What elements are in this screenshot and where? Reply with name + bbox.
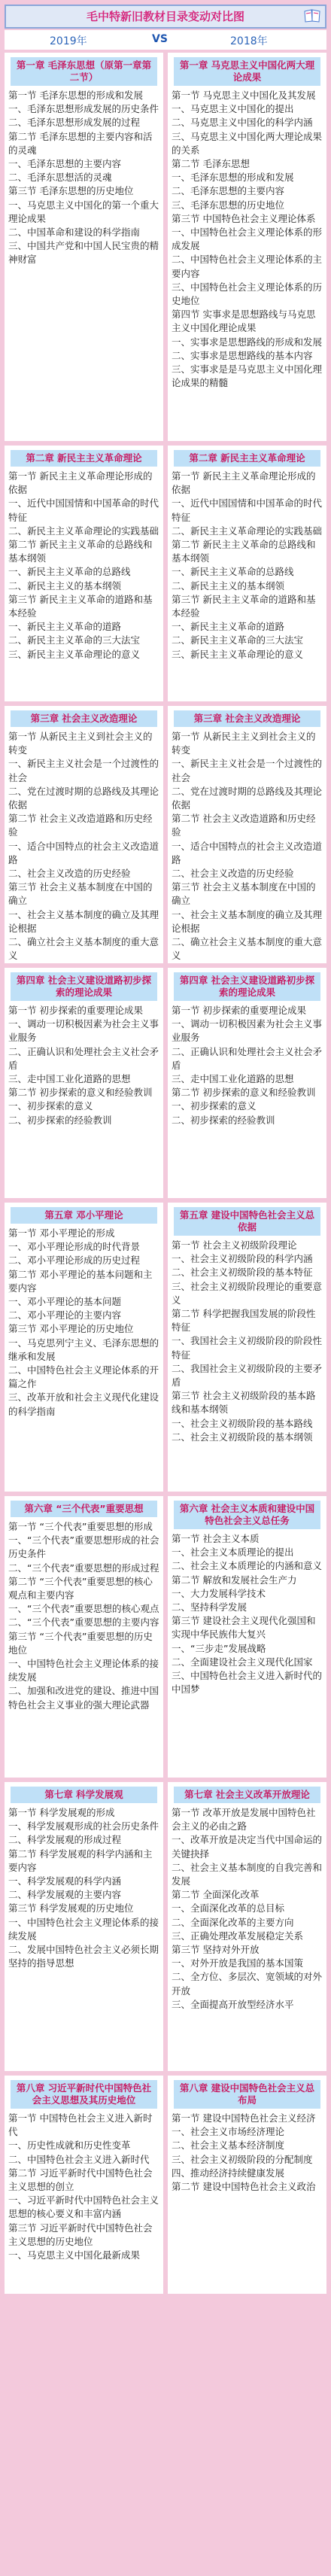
subsection-item: 一、中国特色社会主义理论体系的接续发展 bbox=[8, 1658, 159, 1683]
section-heading: 第二节 建设中国特色社会主义政治 bbox=[172, 2181, 316, 2193]
subsection-item: 二、邓小平理论的主要内容 bbox=[8, 1309, 122, 1321]
section-heading: 第三节 社会主义初级阶段的基本路线和基本纲领 bbox=[172, 1390, 316, 1416]
subsection-item: 一、科学发展观的科学内涵 bbox=[8, 1875, 122, 1887]
subsection-item: 二、正确认识和处理社会主义社会矛盾 bbox=[8, 1045, 159, 1071]
subsection-item: 一、邓小平理论形成的时代背景 bbox=[8, 1241, 141, 1253]
right-chapter-block bbox=[168, 1496, 326, 1778]
section-heading: 第二节 全面深化改革 bbox=[172, 1889, 260, 1901]
left-chapter-block bbox=[5, 706, 163, 963]
subsection-item: 二、确立社会主义基本制度的重大意义 bbox=[8, 936, 159, 962]
right-year-label: 2018年 bbox=[230, 35, 268, 47]
subsection-item: 一、大力发展科学技术 bbox=[172, 1587, 266, 1599]
subsection-item: 二、加强和改进党的建设、推进中国特色社会主义事业的强大理论武器 bbox=[8, 1685, 159, 1711]
section-heading: 第三节 中国特色社会主义理论体系 bbox=[172, 212, 316, 224]
subsection-item: 一、马克思主义中国化的第一个重大理论成果 bbox=[8, 199, 159, 224]
section-heading: 第一节 中国特色社会主义进入新时代 bbox=[8, 2112, 153, 2138]
subsection-item: 二、新民主主义的基本纲领 bbox=[8, 579, 122, 592]
section-heading: 第一节 建设中国特色社会主义经济 bbox=[172, 2112, 316, 2124]
section-heading: 第二节 新民主主义革命的总路线和基本纲领 bbox=[172, 539, 316, 564]
section-heading: 第二节 解放和发展社会生产力 bbox=[172, 1574, 297, 1586]
section-heading: 第二节 习近平新时代中国特色社会主义思想的创立 bbox=[8, 2167, 153, 2193]
subsection-item: 一、调动一切积极因素为社会主义事业服务 bbox=[172, 1018, 323, 1044]
subsection-item: 二、全面建设社会主义现代化国家 bbox=[172, 1656, 313, 1668]
subsection-item: 二、新民主主义革命理论的实践基础 bbox=[8, 525, 159, 537]
subsection-item: 二、党在过渡时期的总路线及其理论依据 bbox=[8, 785, 159, 811]
section-heading: 第三节 邓小平理论的历史地位 bbox=[8, 1323, 134, 1335]
subsection-item: 一、初步探索的意义 bbox=[172, 1100, 257, 1112]
subsection-item: 三、毛泽东思想的历史地位 bbox=[172, 199, 285, 211]
subsection-item: 一、我国社会主义初级阶段的阶段性特征 bbox=[172, 1335, 323, 1361]
chapter-title: 第八章 习近平新时代中国特色社会主义思想及其历史地位 bbox=[11, 2080, 157, 2109]
left-chapter-block bbox=[5, 968, 163, 1198]
subsection-item: 一、社会主义基本制度的确立及其理论根据 bbox=[172, 908, 323, 934]
subsection-item: 一、社会主义初级阶段的科学内涵 bbox=[172, 1253, 313, 1265]
right-chapter-block bbox=[168, 706, 326, 963]
subsection-item: 二、社会主义基本经济制度 bbox=[172, 2140, 285, 2152]
subsection-item: 二、全面深化改革的主要方向 bbox=[172, 1916, 294, 1928]
section-heading: 第三节 坚持对外开放 bbox=[172, 1944, 260, 1956]
subsection-item: 二、全方位、多层次、宽领域的对外开放 bbox=[172, 1971, 323, 1997]
section-heading: 第二节 “三个代表”重要思想的核心观点和主要内容 bbox=[8, 1575, 153, 1601]
subsection-item: 二、正确认识和处理社会主义社会矛盾 bbox=[172, 1045, 323, 1071]
section-heading: 第二节 社会主义改造道路和历史经验 bbox=[8, 813, 153, 838]
subsection-item: 二、“三个代表”重要思想的形成过程 bbox=[8, 1562, 159, 1574]
subsection-item: 一、中国特色社会主义理论体系的接续发展 bbox=[8, 1916, 159, 1942]
subsection-item: 二、社会主义基本制度的自我完善和发展 bbox=[172, 1861, 323, 1887]
subsection-item: 一、马克思主义中国化的提出 bbox=[172, 103, 294, 115]
page-title-bar bbox=[5, 5, 326, 29]
subsection-item: 二、毛泽东思想活的灵魂 bbox=[8, 172, 112, 184]
right-chapter-block bbox=[168, 446, 326, 701]
section-heading: 第一节 改革开放是发展中国特色社会主义的必由之路 bbox=[172, 1807, 316, 1832]
section-heading: 第三节 科学发展观的历史地位 bbox=[8, 1902, 134, 1915]
page-title: 毛中特新旧教材目录变动对比图 bbox=[86, 10, 244, 23]
chapter-title: 第五章 邓小平理论 bbox=[11, 1207, 157, 1224]
subsection-item: 一、新民主主义革命的总路线 bbox=[8, 566, 131, 578]
subsection-item: 一、近代中国国情和中国革命的时代特征 bbox=[172, 497, 323, 523]
subsection-item: 二、邓小平理论形成的历史过程 bbox=[8, 1255, 141, 1267]
subsection-item: 三、中国共产党和中国人民宝贵的精神财富 bbox=[8, 240, 159, 266]
section-heading: 第三节 “三个代表”重要思想的历史地位 bbox=[8, 1630, 153, 1656]
subsection-item: 一、毛泽东思想的主要内容 bbox=[8, 158, 122, 170]
subsection-item: 一、全面深化改革的总目标 bbox=[172, 1902, 285, 1915]
left-chapter-block bbox=[5, 446, 163, 701]
section-heading: 第一节 “三个代表”重要思想的形成 bbox=[8, 1521, 153, 1532]
section-heading: 第二节 社会主义改造道路和历史经验 bbox=[172, 813, 316, 838]
section-heading: 第三节 新民主主义革命的道路和基本经验 bbox=[8, 593, 153, 619]
subsection-item: 三、新民主主义革命理论的意义 bbox=[172, 648, 304, 660]
subsection-item: 一、毛泽东思想的形成和发展 bbox=[172, 172, 294, 184]
subsection-item: 一、社会主义基本制度的确立及其理论根据 bbox=[8, 908, 159, 934]
subsection-item: 二、中国革命和建设的科学指南 bbox=[8, 227, 141, 239]
subsection-item: 一、新民主主义革命的总路线 bbox=[172, 566, 294, 578]
section-heading: 第三节 新民主主义革命的道路和基本经验 bbox=[172, 593, 316, 619]
subsection-item: 二、毛泽东思想形成发展的过程 bbox=[8, 117, 141, 129]
vs-label: VS bbox=[152, 33, 168, 45]
subsection-item: 一、社会主义市场经济理论 bbox=[172, 2126, 285, 2138]
subsection-item: 一、适合中国特点的社会主义改造道路 bbox=[172, 840, 323, 865]
subsection-item: 一、社会主义初级阶段的基本路线 bbox=[172, 1417, 313, 1429]
subsection-item: 二、实事求是思想路线的基本内容 bbox=[172, 349, 313, 361]
subsection-item: 一、社会主义本质理论的提出 bbox=[172, 1547, 294, 1559]
subsection-item: 一、“三个代表”重要思想形成的社会历史条件 bbox=[8, 1534, 159, 1560]
subsection-item: 一、历史性成就和历史性变革 bbox=[8, 2140, 131, 2152]
right-chapter-block bbox=[168, 1203, 326, 1492]
subsection-item: 一、新民主主义革命的道路 bbox=[172, 621, 285, 633]
subsection-item: 一、习近平新时代中国特色社会主义思想的核心要义和丰富内涵 bbox=[8, 2194, 159, 2220]
subsection-item: 二、中国特色社会主义理论体系的开篇之作 bbox=[8, 1364, 159, 1390]
subsection-item: 一、马克思列宁主义、毛泽东思想的继承和发展 bbox=[8, 1337, 159, 1362]
chapter-title: 第六章 社会主义本质和建设中国特色社会主义总任务 bbox=[174, 1501, 320, 1529]
comparison-header bbox=[5, 30, 326, 50]
subsection-item: 三、社会主义初级阶段的分配制度 bbox=[172, 2153, 313, 2165]
chapter-title: 第三章 社会主义改造理论 bbox=[11, 710, 157, 727]
subsection-item: 二、科学发展观的形成过程 bbox=[8, 1834, 122, 1846]
section-heading: 第一节 新民主主义革命理论形成的依据 bbox=[8, 470, 153, 496]
subsection-item: 四、推动经济持续健康发展 bbox=[172, 2167, 285, 2179]
section-heading: 第一节 邓小平理论的形成 bbox=[8, 1227, 115, 1239]
section-heading: 第三节 社会主义基本制度在中国的确立 bbox=[8, 881, 153, 907]
section-heading: 第二节 科学把握我国发展的阶段性特征 bbox=[172, 1308, 316, 1334]
left-chapter-block bbox=[5, 1203, 163, 1492]
section-heading: 第一节 初步探索的重要理论成果 bbox=[172, 1005, 306, 1016]
subsection-item: 二、新民主主义革命理论的实践基础 bbox=[172, 525, 323, 537]
section-heading: 第二节 科学发展观的科学内涵和主要内容 bbox=[8, 1848, 153, 1873]
section-heading: 第一节 从新民主主义到社会主义的转变 bbox=[8, 731, 153, 756]
section-heading: 第一节 社会主义初级阶段理论 bbox=[172, 1239, 297, 1251]
subsection-item: 二、新民主主义革命的三大法宝 bbox=[172, 634, 304, 646]
comparison-grid bbox=[5, 53, 326, 2574]
subsection-item: 一、中国特色社会主义理论体系的形成发展 bbox=[172, 227, 323, 252]
subsection-item: 一、新民主主义社会是一个过渡性的社会 bbox=[8, 758, 159, 783]
chapter-title: 第二章 新民主主义革命理论 bbox=[11, 450, 157, 467]
subsection-item: 三、全面提高开放型经济水平 bbox=[172, 1998, 294, 2010]
subsection-item: 二、新民主主义革命的三大法宝 bbox=[8, 634, 141, 646]
chapter-title: 第一章 马克思主义中国化两大理论成果 bbox=[174, 57, 320, 86]
left-chapter-block bbox=[5, 1782, 163, 2071]
book-icon bbox=[304, 9, 320, 23]
subsection-item: 三、走中国工业化道路的思想 bbox=[172, 1073, 294, 1085]
section-heading: 第三节 社会主义基本制度在中国的确立 bbox=[172, 881, 316, 907]
subsection-item: 一、“三步走”发展战略 bbox=[172, 1642, 266, 1654]
subsection-item: 三、马克思主义中国化两大理论成果的关系 bbox=[172, 130, 323, 156]
subsection-item: 一、“三个代表”重要思想的核心观点 bbox=[8, 1603, 159, 1615]
subsection-item: 二、社会主义改造的历史经验 bbox=[8, 868, 131, 880]
chapter-title: 第四章 社会主义建设道路初步探索的理论成果 bbox=[11, 972, 157, 1001]
subsection-item: 一、实事求是思想路线的形成和发展 bbox=[172, 336, 323, 348]
section-heading: 第一节 马克思主义中国化及其发展 bbox=[172, 90, 316, 101]
subsection-item: 二、党在过渡时期的总路线及其理论依据 bbox=[172, 785, 323, 811]
section-heading: 第三节 建设社会主义现代化强国和实现中华民族伟大复兴 bbox=[172, 1615, 316, 1641]
section-heading: 第一节 科学发展观的形成 bbox=[8, 1807, 115, 1818]
chapter-title: 第七章 社会主义改革开放理论 bbox=[174, 1787, 320, 1803]
subsection-item: 二、社会主义初级阶段的基本纲领 bbox=[172, 1431, 313, 1443]
subsection-item: 二、社会主义初级阶段的基本特征 bbox=[172, 1267, 313, 1279]
subsection-item: 一、科学发展观形成的社会历史条件 bbox=[8, 1820, 159, 1832]
right-chapter-block bbox=[168, 1782, 326, 2071]
subsection-item: 二、“三个代表”重要思想的主要内容 bbox=[8, 1616, 159, 1629]
section-heading: 第一节 社会主义本质 bbox=[172, 1533, 260, 1544]
subsection-item: 三、中国特色社会主义理论体系的历史地位 bbox=[172, 281, 323, 307]
subsection-item: 二、确立社会主义基本制度的重大意义 bbox=[172, 936, 323, 962]
subsection-item: 一、适合中国特点的社会主义改造道路 bbox=[8, 840, 159, 865]
section-heading: 第三节 毛泽东思想的历史地位 bbox=[8, 185, 134, 197]
subsection-item: 一、初步探索的意义 bbox=[8, 1100, 93, 1112]
subsection-item: 一、马克思主义中国化最新成果 bbox=[8, 2249, 141, 2261]
subsection-item: 三、走中国工业化道路的思想 bbox=[8, 1073, 131, 1085]
right-chapter-block bbox=[168, 968, 326, 1198]
chapter-title: 第三章 社会主义改造理论 bbox=[174, 710, 320, 727]
subsection-item: 二、新民主主义的基本纲领 bbox=[172, 579, 285, 592]
subsection-item: 三、中国特色社会主义进入新时代的中国梦 bbox=[172, 1670, 323, 1696]
section-heading: 第二节 初步探索的意义和经验教训 bbox=[172, 1087, 316, 1099]
subsection-item: 一、对外开放是我国的基本国策 bbox=[172, 1957, 304, 1969]
section-heading: 第三节 习近平新时代中国特色社会主义思想的历史地位 bbox=[8, 2222, 153, 2247]
subsection-item: 二、初步探索的经验教训 bbox=[172, 1114, 275, 1126]
subsection-item: 二、初步探索的经验教训 bbox=[8, 1114, 112, 1126]
section-heading: 第二节 初步探索的意义和经验教训 bbox=[8, 1087, 153, 1099]
subsection-item: 二、科学发展观的主要内容 bbox=[8, 1889, 122, 1901]
section-heading: 第一节 毛泽东思想的形成和发展 bbox=[8, 90, 143, 101]
subsection-item: 二、我国社会主义初级阶段的主要矛盾 bbox=[172, 1362, 323, 1388]
subsection-item: 二、社会主义本质理论的内涵和意义 bbox=[172, 1560, 323, 1572]
subsection-item: 三、社会主义初级阶段理论的重要意义 bbox=[172, 1280, 323, 1306]
chapter-title: 第五章 建设中国特色社会主义总依据 bbox=[174, 1207, 320, 1236]
right-chapter-block bbox=[168, 53, 326, 441]
subsection-item: 三、正确处理改革发展稳定关系 bbox=[172, 1930, 304, 1942]
left-chapter-block bbox=[5, 1496, 163, 1778]
chapter-title: 第一章 毛泽东思想（原第一章第二节） bbox=[11, 57, 157, 86]
subsection-item: 一、调动一切积极因素为社会主义事业服务 bbox=[8, 1018, 159, 1044]
section-heading: 第一节 新民主主义革命理论形成的依据 bbox=[172, 470, 316, 496]
chapter-title: 第二章 新民主主义革命理论 bbox=[174, 450, 320, 467]
left-year-label: 2019年 bbox=[50, 35, 87, 47]
subsection-item: 一、新民主主义社会是一个过渡性的社会 bbox=[172, 758, 323, 783]
chapter-title: 第七章 科学发展观 bbox=[11, 1787, 157, 1803]
subsection-item: 一、邓小平理论的基本问题 bbox=[8, 1296, 122, 1308]
subsection-item: 三、改革开放和社会主义现代化建设的科学指南 bbox=[8, 1391, 159, 1417]
subsection-item: 三、实事求是是马克思主义中国化理论成果的精髓 bbox=[172, 363, 323, 389]
subsection-item: 二、中国特色社会主义进入新时代 bbox=[8, 2153, 150, 2165]
left-chapter-block bbox=[5, 53, 163, 441]
subsection-item: 一、新民主主义革命的道路 bbox=[8, 621, 122, 633]
section-heading: 第四节 实事求是思想路线与马克思主义中国化理论成果 bbox=[172, 309, 316, 334]
chapter-title: 第四章 社会主义建设道路初步探索的理论成果 bbox=[174, 972, 320, 1001]
section-heading: 第一节 从新民主主义到社会主义的转变 bbox=[172, 731, 316, 756]
subsection-item: 三、新民主主义革命理论的意义 bbox=[8, 648, 141, 660]
section-heading: 第二节 邓小平理论的基本问题和主要内容 bbox=[8, 1268, 153, 1294]
subsection-item: 二、发展中国特色社会主义必须长期坚持的指导思想 bbox=[8, 1944, 159, 1969]
section-heading: 第二节 毛泽东思想的主要内容和活的灵魂 bbox=[8, 130, 153, 156]
section-heading: 第二节 新民主主义革命的总路线和基本纲领 bbox=[8, 539, 153, 564]
subsection-item: 一、改革开放是决定当代中国命运的关键抉择 bbox=[172, 1834, 323, 1860]
subsection-item: 二、毛泽东思想的主要内容 bbox=[172, 185, 285, 197]
right-chapter-block bbox=[168, 2076, 326, 2294]
left-chapter-block bbox=[5, 2076, 163, 2294]
subsection-item: 二、中国特色社会主义理论体系的主要内容 bbox=[172, 254, 323, 279]
subsection-item: 二、马克思主义中国化的科学内涵 bbox=[172, 117, 313, 129]
subsection-item: 一、毛泽东思想形成发展的历史条件 bbox=[8, 103, 159, 115]
subsection-item: 二、社会主义改造的历史经验 bbox=[172, 868, 294, 880]
subsection-item: 二、坚持科学发展 bbox=[172, 1601, 247, 1613]
section-heading: 第二节 毛泽东思想 bbox=[172, 158, 250, 170]
chapter-title: 第八章 建设中国特色社会主义总布局 bbox=[174, 2080, 320, 2109]
chapter-title: 第六章 “三个代表”重要思想 bbox=[11, 1501, 157, 1517]
section-heading: 第一节 初步探索的重要理论成果 bbox=[8, 1005, 143, 1016]
subsection-item: 一、近代中国国情和中国革命的时代特征 bbox=[8, 497, 159, 523]
